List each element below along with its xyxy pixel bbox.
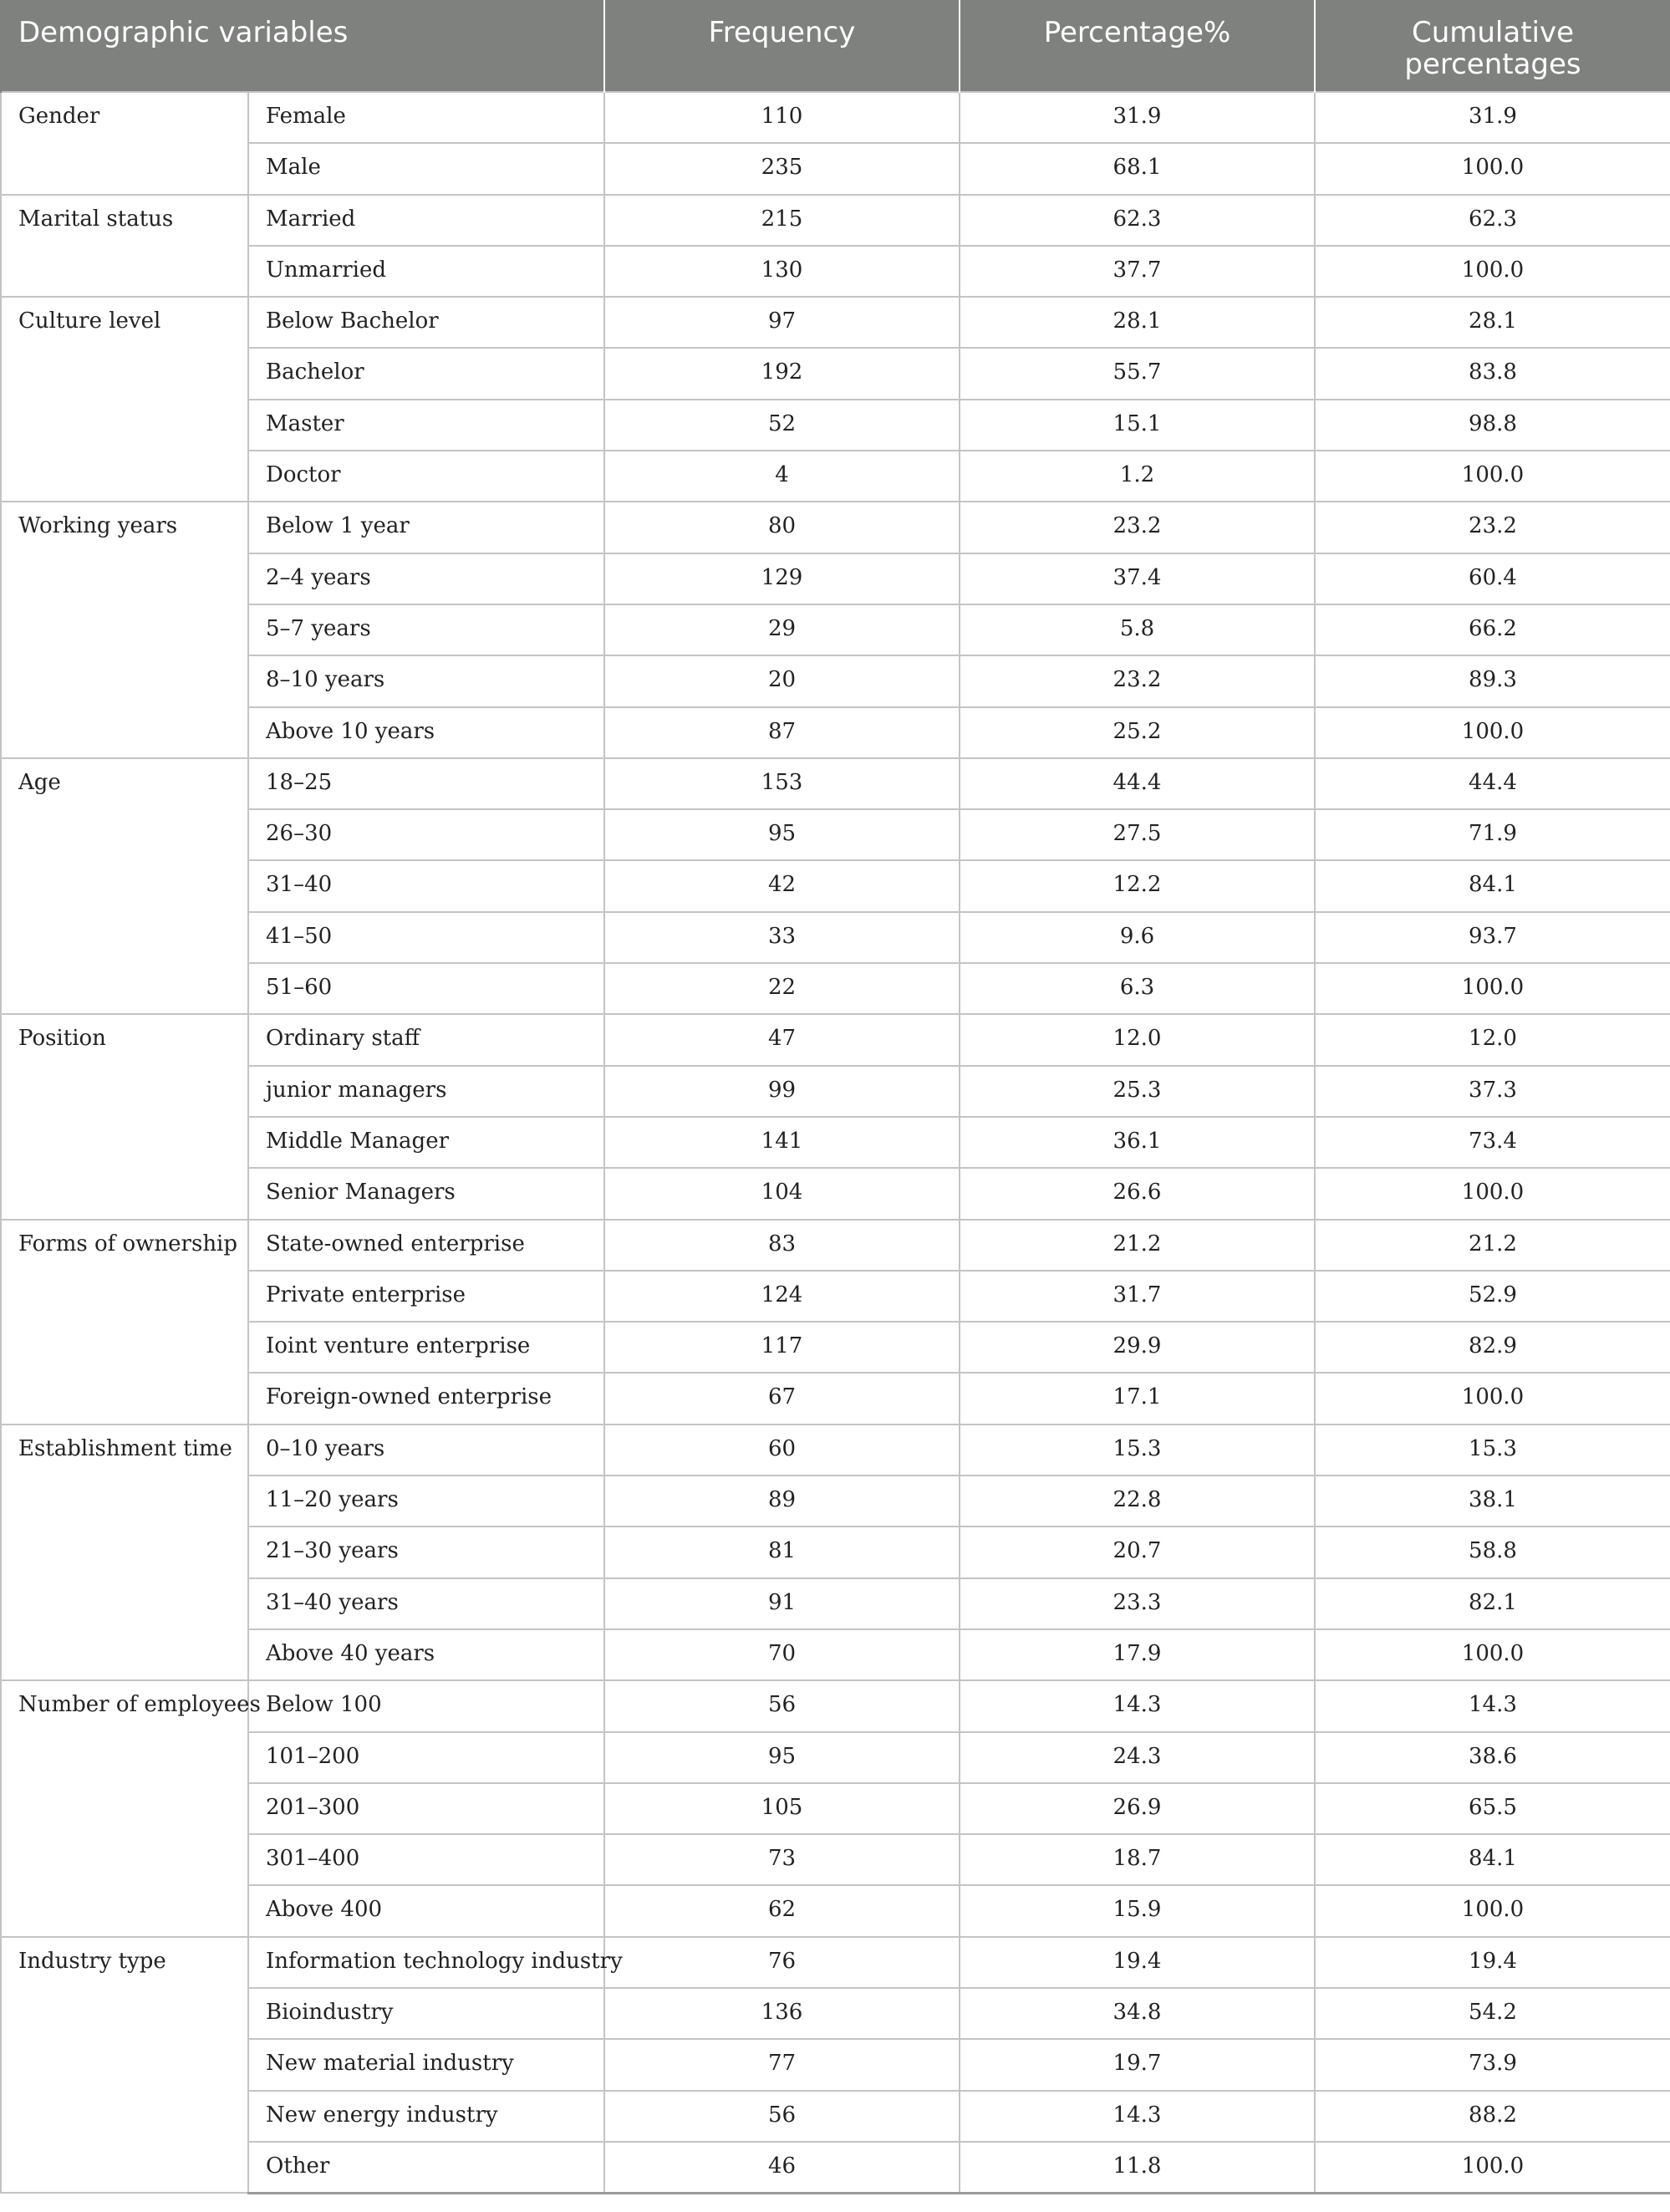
category-cell: 5–7 years <box>248 604 604 655</box>
cumulative-cell: 100.0 <box>1315 1168 1670 1219</box>
frequency-cell: 97 <box>604 297 960 348</box>
group-label: Culture level <box>1 297 248 502</box>
category-cell: Ioint venture enterprise <box>248 1322 604 1373</box>
header-cumulative-percentages: Cumulative percentages <box>1315 0 1670 92</box>
percentage-cell: 27.5 <box>960 809 1315 860</box>
category-cell: Bioindustry <box>248 1988 604 2039</box>
category-cell: New energy industry <box>248 2091 604 2142</box>
category-cell: 31–40 years <box>248 1578 604 1629</box>
table-row <box>1 707 1670 758</box>
percentage-cell: 9.6 <box>960 912 1315 963</box>
category-cell: Senior Managers <box>248 1168 604 1219</box>
table-row <box>1 860 1670 911</box>
category-cell: Below 1 year <box>248 502 604 553</box>
frequency-cell: 192 <box>604 348 960 399</box>
cumulative-cell: 65.5 <box>1315 1783 1670 1834</box>
percentage-cell: 14.3 <box>960 1680 1315 1731</box>
category-cell: 201–300 <box>248 1783 604 1834</box>
percentage-cell: 23.2 <box>960 502 1315 553</box>
category-cell: Female <box>248 92 604 143</box>
cumulative-cell: 19.4 <box>1315 1937 1670 1988</box>
percentage-cell: 25.2 <box>960 707 1315 758</box>
table-row <box>1 1937 1670 1988</box>
category-cell: Bachelor <box>248 348 604 399</box>
percentage-cell: 17.1 <box>960 1373 1315 1424</box>
group-label: Industry type <box>1 1937 248 2193</box>
table-row <box>1 1476 1670 1526</box>
category-cell: Information technology industry <box>248 1937 604 1988</box>
frequency-cell: 124 <box>604 1271 960 1322</box>
header-percentage: Percentage% <box>960 0 1315 92</box>
table-header <box>1 0 1670 92</box>
table-row <box>1 655 1670 706</box>
cumulative-cell: 83.8 <box>1315 348 1670 399</box>
frequency-cell: 67 <box>604 1373 960 1424</box>
cumulative-cell: 100.0 <box>1315 246 1670 297</box>
table-row <box>1 1117 1670 1168</box>
table-row <box>1 297 1670 348</box>
frequency-cell: 99 <box>604 1066 960 1117</box>
category-cell: junior managers <box>248 1066 604 1117</box>
table-row <box>1 2091 1670 2142</box>
percentage-cell: 18.7 <box>960 1834 1315 1885</box>
percentage-cell: 19.4 <box>960 1937 1315 1988</box>
category-cell: New material industry <box>248 2039 604 2090</box>
percentage-cell: 15.3 <box>960 1425 1315 1476</box>
table-row <box>1 1220 1670 1271</box>
cumulative-cell: 21.2 <box>1315 1220 1670 1271</box>
cumulative-cell: 82.1 <box>1315 1578 1670 1629</box>
category-cell: Above 10 years <box>248 707 604 758</box>
table-row <box>1 246 1670 297</box>
cumulative-cell: 37.3 <box>1315 1066 1670 1117</box>
frequency-cell: 89 <box>604 1476 960 1526</box>
cumulative-cell: 52.9 <box>1315 1271 1670 1322</box>
table-body <box>1 92 1670 2193</box>
percentage-cell: 62.3 <box>960 195 1315 246</box>
cumulative-cell: 100.0 <box>1315 1629 1670 1680</box>
table-row <box>1 1526 1670 1577</box>
percentage-cell: 15.1 <box>960 400 1315 451</box>
category-cell: Married <box>248 195 604 246</box>
frequency-cell: 153 <box>604 758 960 809</box>
percentage-cell: 37.7 <box>960 246 1315 297</box>
cumulative-cell: 93.7 <box>1315 912 1670 963</box>
cumulative-cell: 100.0 <box>1315 143 1670 194</box>
percentage-cell: 68.1 <box>960 143 1315 194</box>
category-cell: 11–20 years <box>248 1476 604 1526</box>
percentage-cell: 23.3 <box>960 1578 1315 1629</box>
percentage-cell: 19.7 <box>960 2039 1315 2090</box>
frequency-cell: 60 <box>604 1425 960 1476</box>
frequency-cell: 81 <box>604 1526 960 1577</box>
table-row <box>1 1578 1670 1629</box>
cumulative-cell: 73.4 <box>1315 1117 1670 1168</box>
percentage-cell: 26.6 <box>960 1168 1315 1219</box>
group-label: Gender <box>1 92 248 195</box>
cumulative-cell: 54.2 <box>1315 1988 1670 2039</box>
table-row <box>1 195 1670 246</box>
percentage-cell: 24.3 <box>960 1732 1315 1783</box>
category-cell: 0–10 years <box>248 1425 604 1476</box>
percentage-cell: 28.1 <box>960 297 1315 348</box>
frequency-cell: 95 <box>604 809 960 860</box>
category-cell: Master <box>248 400 604 451</box>
frequency-cell: 62 <box>604 1885 960 1936</box>
cumulative-cell: 58.8 <box>1315 1526 1670 1577</box>
frequency-cell: 4 <box>604 451 960 502</box>
percentage-cell: 20.7 <box>960 1526 1315 1577</box>
table-row <box>1 400 1670 451</box>
category-cell: Private enterprise <box>248 1271 604 1322</box>
frequency-cell: 129 <box>604 553 960 604</box>
cumulative-cell: 12.0 <box>1315 1014 1670 1065</box>
cumulative-cell: 100.0 <box>1315 1373 1670 1424</box>
frequency-cell: 80 <box>604 502 960 553</box>
frequency-cell: 87 <box>604 707 960 758</box>
table-row <box>1 2142 1670 2193</box>
cumulative-cell: 84.1 <box>1315 1834 1670 1885</box>
table-row <box>1 604 1670 655</box>
percentage-cell: 15.9 <box>960 1885 1315 1936</box>
frequency-cell: 76 <box>604 1937 960 1988</box>
group-label: Establishment time <box>1 1425 248 1680</box>
frequency-cell: 105 <box>604 1783 960 1834</box>
percentage-cell: 12.2 <box>960 860 1315 911</box>
table-row <box>1 1629 1670 1680</box>
frequency-cell: 215 <box>604 195 960 246</box>
table-row <box>1 1014 1670 1065</box>
table-row <box>1 809 1670 860</box>
cumulative-cell: 38.1 <box>1315 1476 1670 1526</box>
table-row <box>1 502 1670 553</box>
table-row <box>1 1988 1670 2039</box>
category-cell: Above 40 years <box>248 1629 604 1680</box>
frequency-cell: 95 <box>604 1732 960 1783</box>
table-row <box>1 1885 1670 1936</box>
frequency-cell: 33 <box>604 912 960 963</box>
percentage-cell: 21.2 <box>960 1220 1315 1271</box>
cumulative-cell: 62.3 <box>1315 195 1670 246</box>
percentage-cell: 1.2 <box>960 451 1315 502</box>
category-cell: State-owned enterprise <box>248 1220 604 1271</box>
cumulative-cell: 100.0 <box>1315 451 1670 502</box>
percentage-cell: 22.8 <box>960 1476 1315 1526</box>
percentage-cell: 11.8 <box>960 2142 1315 2193</box>
frequency-cell: 117 <box>604 1322 960 1373</box>
group-label: Marital status <box>1 195 248 298</box>
group-label: Position <box>1 1014 248 1219</box>
percentage-cell: 44.4 <box>960 758 1315 809</box>
cumulative-cell: 100.0 <box>1315 963 1670 1014</box>
percentage-cell: 5.8 <box>960 604 1315 655</box>
table-row <box>1 1680 1670 1731</box>
cumulative-cell: 100.0 <box>1315 1885 1670 1936</box>
category-cell: Other <box>248 2142 604 2193</box>
table-row <box>1 758 1670 809</box>
cumulative-cell: 28.1 <box>1315 297 1670 348</box>
frequency-cell: 91 <box>604 1578 960 1629</box>
group-label: Age <box>1 758 248 1014</box>
frequency-cell: 130 <box>604 246 960 297</box>
percentage-cell: 14.3 <box>960 2091 1315 2142</box>
percentage-cell: 23.2 <box>960 655 1315 706</box>
category-cell: 41–50 <box>248 912 604 963</box>
table-row <box>1 1066 1670 1117</box>
table-row <box>1 1168 1670 1219</box>
percentage-cell: 55.7 <box>960 348 1315 399</box>
frequency-cell: 110 <box>604 92 960 143</box>
percentage-cell: 6.3 <box>960 963 1315 1014</box>
frequency-cell: 235 <box>604 143 960 194</box>
cumulative-cell: 14.3 <box>1315 1680 1670 1731</box>
table-row <box>1 1425 1670 1476</box>
table-row <box>1 1732 1670 1783</box>
cumulative-cell: 88.2 <box>1315 2091 1670 2142</box>
category-cell: 51–60 <box>248 963 604 1014</box>
cumulative-cell: 66.2 <box>1315 604 1670 655</box>
category-cell: Ordinary staff <box>248 1014 604 1065</box>
percentage-cell: 25.3 <box>960 1066 1315 1117</box>
category-cell: Middle Manager <box>248 1117 604 1168</box>
category-cell: 31–40 <box>248 860 604 911</box>
percentage-cell: 26.9 <box>960 1783 1315 1834</box>
frequency-cell: 104 <box>604 1168 960 1219</box>
table-row <box>1 143 1670 194</box>
cumulative-cell: 23.2 <box>1315 502 1670 553</box>
frequency-cell: 52 <box>604 400 960 451</box>
category-cell: 18–25 <box>248 758 604 809</box>
frequency-cell: 73 <box>604 1834 960 1885</box>
group-label: Number of employees <box>1 1680 248 1936</box>
table-row <box>1 553 1670 604</box>
cumulative-cell: 38.6 <box>1315 1732 1670 1783</box>
category-cell: Below Bachelor <box>248 297 604 348</box>
frequency-cell: 46 <box>604 2142 960 2193</box>
frequency-cell: 136 <box>604 1988 960 2039</box>
frequency-cell: 22 <box>604 963 960 1014</box>
table-row <box>1 1373 1670 1424</box>
percentage-cell: 31.9 <box>960 92 1315 143</box>
table-row <box>1 912 1670 963</box>
table-row <box>1 1783 1670 1834</box>
group-label: Forms of ownership <box>1 1220 248 1425</box>
percentage-cell: 36.1 <box>960 1117 1315 1168</box>
percentage-cell: 34.8 <box>960 1988 1315 2039</box>
cumulative-cell: 100.0 <box>1315 707 1670 758</box>
percentage-cell: 31.7 <box>960 1271 1315 1322</box>
category-cell: Male <box>248 143 604 194</box>
category-cell: Foreign-owned enterprise <box>248 1373 604 1424</box>
cumulative-cell: 60.4 <box>1315 553 1670 604</box>
table-row <box>1 1834 1670 1885</box>
frequency-cell: 42 <box>604 860 960 911</box>
header-demographic-variables: Demographic variables <box>1 0 604 92</box>
category-cell: 101–200 <box>248 1732 604 1783</box>
frequency-cell: 56 <box>604 2091 960 2142</box>
frequency-cell: 29 <box>604 604 960 655</box>
cumulative-cell: 82.9 <box>1315 1322 1670 1373</box>
category-cell: Doctor <box>248 451 604 502</box>
table-row <box>1 92 1670 143</box>
frequency-cell: 141 <box>604 1117 960 1168</box>
cumulative-cell: 100.0 <box>1315 2142 1670 2193</box>
table-row <box>1 348 1670 399</box>
frequency-cell: 70 <box>604 1629 960 1680</box>
category-cell: 8–10 years <box>248 655 604 706</box>
cumulative-cell: 44.4 <box>1315 758 1670 809</box>
percentage-cell: 37.4 <box>960 553 1315 604</box>
table-row <box>1 963 1670 1014</box>
cumulative-cell: 73.9 <box>1315 2039 1670 2090</box>
cumulative-cell: 15.3 <box>1315 1425 1670 1476</box>
cumulative-cell: 98.8 <box>1315 400 1670 451</box>
header-row <box>1 0 1670 92</box>
percentage-cell: 29.9 <box>960 1322 1315 1373</box>
category-cell: 21–30 years <box>248 1526 604 1577</box>
category-cell: 301–400 <box>248 1834 604 1885</box>
percentage-cell: 12.0 <box>960 1014 1315 1065</box>
category-cell: Below 100 <box>248 1680 604 1731</box>
table-row <box>1 451 1670 502</box>
frequency-cell: 56 <box>604 1680 960 1731</box>
table-row <box>1 1322 1670 1373</box>
category-cell: 26–30 <box>248 809 604 860</box>
category-cell: Unmarried <box>248 246 604 297</box>
cumulative-cell: 31.9 <box>1315 92 1670 143</box>
frequency-cell: 77 <box>604 2039 960 2090</box>
percentage-cell: 17.9 <box>960 1629 1315 1680</box>
category-cell: Above 400 <box>248 1885 604 1936</box>
cumulative-cell: 71.9 <box>1315 809 1670 860</box>
header-frequency: Frequency <box>604 0 960 92</box>
table-row <box>1 1271 1670 1322</box>
category-cell: 2–4 years <box>248 553 604 604</box>
cumulative-cell: 84.1 <box>1315 860 1670 911</box>
frequency-cell: 20 <box>604 655 960 706</box>
frequency-cell: 83 <box>604 1220 960 1271</box>
frequency-cell: 47 <box>604 1014 960 1065</box>
group-label: Working years <box>1 502 248 757</box>
cumulative-cell: 89.3 <box>1315 655 1670 706</box>
table-row <box>1 2039 1670 2090</box>
